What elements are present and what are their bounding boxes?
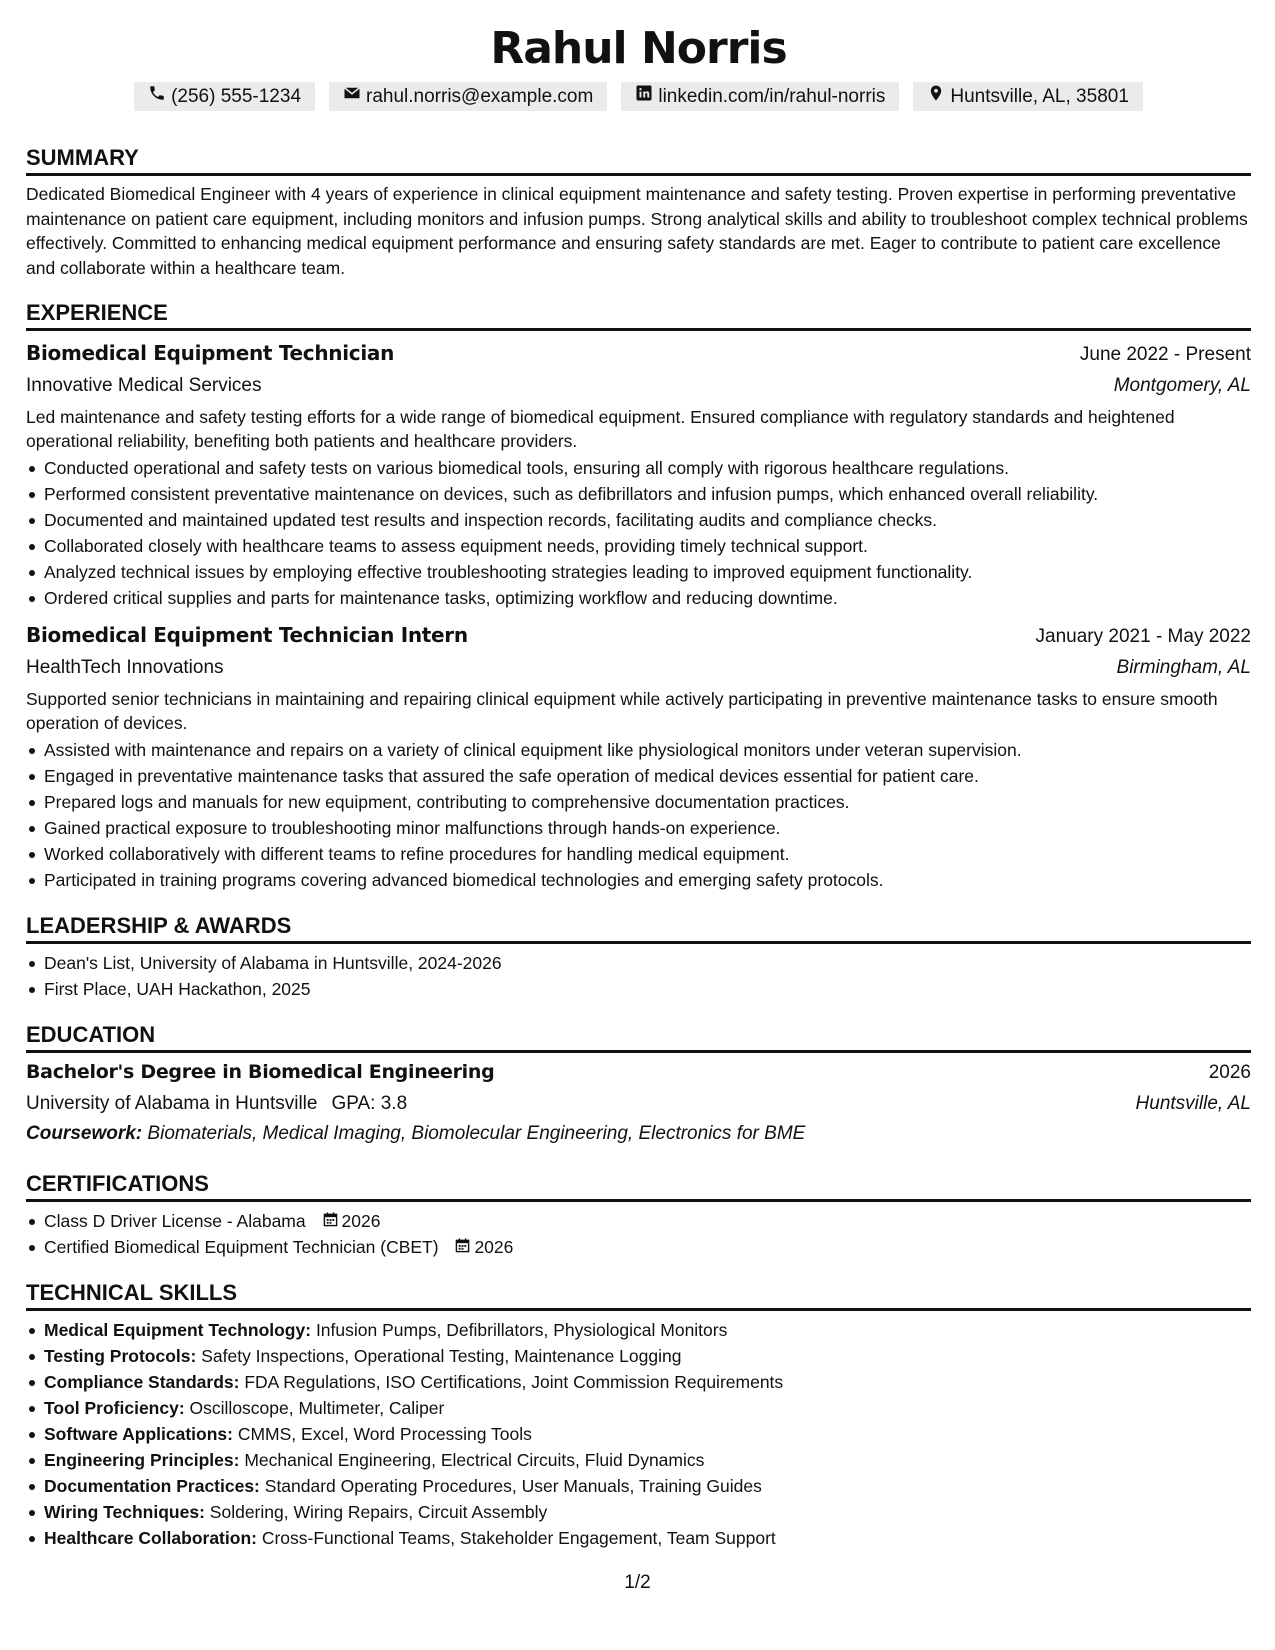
gpa: GPA: 3.8 <box>331 1093 408 1114</box>
location-text: Huntsville, AL, 35801 <box>950 86 1129 107</box>
certifications-section <box>26 1165 1251 1260</box>
skill-value: Oscilloscope, Multimeter, Caliper <box>189 1398 445 1418</box>
list-item: Ordered critical supplies and parts for maintenance tasks, optimizing workflow and reducing downtime. <box>26 585 1251 611</box>
list-item <box>26 1234 1251 1260</box>
skills-list <box>26 1317 1251 1551</box>
cert-name: Class D Driver License - Alabama <box>44 1211 306 1231</box>
list-item: Performed consistent preventative maintenance on devices, such as defibrillators and infusion pumps, which enhanced overall reliability. <box>26 481 1251 507</box>
list-item: Documented and maintained updated test results and inspection records, facilitating audits and compliance checks. <box>26 507 1251 533</box>
candidate-name: Rahul Norris <box>490 23 787 74</box>
skills-heading: TECHNICAL SKILLS <box>26 1274 1251 1311</box>
job-entry <box>26 619 1251 893</box>
certifications-list <box>26 1208 1251 1260</box>
certifications-heading: CERTIFICATIONS <box>26 1165 1251 1202</box>
skill-value: CMMS, Excel, Word Processing Tools <box>237 1424 532 1444</box>
list-item: Participated in training programs covering advanced biomedical technologies and emerging safety protocols. <box>26 867 1251 893</box>
list-item: Collaborated closely with healthcare teams to assess equipment needs, providing timely technical support. <box>26 533 1251 559</box>
list-item: Analyzed technical issues by employing effective troubleshooting strategies leading to improved equipment functionality. <box>26 559 1251 585</box>
phone-chip[interactable] <box>134 82 315 111</box>
education-section <box>26 1016 1251 1149</box>
job-bullets <box>26 455 1251 611</box>
list-item <box>26 1343 1251 1369</box>
company-name: Innovative Medical Services <box>26 375 262 396</box>
skill-label: Compliance Standards: <box>44 1372 240 1392</box>
job-location: Birmingham, AL <box>1116 657 1251 678</box>
skill-label: Wiring Techniques: <box>44 1502 205 1522</box>
summary-text: Dedicated Biomedical Engineer with 4 years of experience in clinical equipment maintenance and safety testing. Proven expertise in performing preventative maintenance on patient care equipment, including monitors and infusion pumps. Strong analytical skills and ability to troubleshoot complex technical problems effectively. Committed to enhancing medical equipment performance and ensuring safety standards are met. Eager to contribute to patient care excellence and collaborate within a healthcare team. <box>26 184 1248 278</box>
list-item: Worked collaboratively with different teams to refine procedures for handling medical equipment. <box>26 841 1251 867</box>
list-item <box>26 1395 1251 1421</box>
list-item <box>26 1317 1251 1343</box>
skill-label: Tool Proficiency: <box>44 1398 185 1418</box>
skill-label: Software Applications: <box>44 1424 233 1444</box>
skill-value: Soldering, Wiring Repairs, Circuit Assembly <box>209 1502 548 1522</box>
job-entry <box>26 337 1251 611</box>
email-text: rahul.norris@example.com <box>366 86 594 107</box>
list-item <box>26 1473 1251 1499</box>
skill-value: Standard Operating Procedures, User Manuals, Training Guides <box>264 1476 762 1496</box>
list-item <box>26 1499 1251 1525</box>
education-heading: EDUCATION <box>26 1016 1251 1053</box>
job-location: Montgomery, AL <box>1113 375 1251 396</box>
phone-icon <box>148 82 166 111</box>
skills-section <box>26 1274 1251 1551</box>
resume-page <box>26 0 1251 1551</box>
map-pin-icon <box>927 82 945 111</box>
summary-section <box>26 139 1251 280</box>
contact-bar <box>26 82 1251 111</box>
skill-value: Cross-Functional Teams, Stakeholder Engagement, Team Support <box>261 1528 776 1548</box>
list-item: Conducted operational and safety tests on various biomedical tools, ensuring all comply with rigorous healthcare regulations. <box>26 455 1251 481</box>
list-item: First Place, UAH Hackathon, 2025 <box>26 976 1251 1002</box>
page-number: 1/2 <box>624 1572 651 1593</box>
company-name: HealthTech Innovations <box>26 657 224 678</box>
leadership-section <box>26 907 1251 1002</box>
leadership-heading: LEADERSHIP & AWARDS <box>26 907 1251 944</box>
skill-value: Safety Inspections, Operational Testing, Maintenance Logging <box>201 1346 682 1366</box>
calendar-icon <box>455 1234 470 1260</box>
job-title: Biomedical Equipment Technician <box>26 341 395 365</box>
summary-heading: SUMMARY <box>26 139 1251 176</box>
skill-value: Mechanical Engineering, Electrical Circuits, Fluid Dynamics <box>244 1450 705 1470</box>
graduation-year: 2026 <box>1208 1062 1251 1083</box>
list-item <box>26 1447 1251 1473</box>
job-bullets <box>26 737 1251 893</box>
skill-value: Infusion Pumps, Defibrillators, Physiological Monitors <box>315 1320 728 1340</box>
experience-section <box>26 294 1251 893</box>
cert-date: 2026 <box>474 1237 514 1257</box>
list-item <box>26 1525 1251 1551</box>
skill-value: FDA Regulations, ISO Certifications, Joint Commission Requirements <box>244 1372 784 1392</box>
skill-label: Documentation Practices: <box>44 1476 260 1496</box>
cert-date: 2026 <box>341 1211 381 1231</box>
list-item <box>26 1208 1251 1234</box>
linkedin-text: linkedin.com/in/rahul-norris <box>658 86 886 107</box>
job-date: June 2022 - Present <box>1079 344 1251 365</box>
skill-label: Engineering Principles: <box>44 1450 240 1470</box>
school-name: University of Alabama in Huntsville <box>26 1093 318 1114</box>
degree-title: Bachelor's Degree in Biomedical Engineering <box>26 1061 495 1083</box>
skill-label: Testing Protocols: <box>44 1346 197 1366</box>
job-description: Supported senior technicians in maintaining and repairing clinical equipment while actively participating in preventive maintenance tasks to ensure smooth operation of devices. <box>26 689 1218 733</box>
skill-label: Medical Equipment Technology: <box>44 1320 312 1340</box>
coursework-list: Biomaterials, Medical Imaging, Biomolecular Engineering, Electronics for BME <box>147 1123 806 1144</box>
school-location: Huntsville, AL <box>1135 1093 1251 1114</box>
email-chip[interactable] <box>329 82 607 111</box>
calendar-icon <box>323 1208 338 1234</box>
list-item <box>26 1369 1251 1395</box>
skill-label: Healthcare Collaboration: <box>44 1528 257 1548</box>
phone-text: (256) 555-1234 <box>171 86 302 107</box>
list-item <box>26 1421 1251 1447</box>
list-item: Assisted with maintenance and repairs on a variety of clinical equipment like physiological monitors under veteran supervision. <box>26 737 1251 763</box>
job-date: January 2021 - May 2022 <box>1035 626 1251 647</box>
list-item: Dean's List, University of Alabama in Huntsville, 2024-2026 <box>26 950 1251 976</box>
linkedin-chip[interactable] <box>621 82 899 111</box>
linkedin-icon <box>635 82 653 111</box>
coursework-label: Coursework: <box>26 1123 143 1144</box>
job-description: Led maintenance and safety testing efforts for a wide range of biomedical equipment. Ensured compliance with regulatory standards and heightened operational reliability, benefiting both patients and healthcare providers. <box>26 407 1175 451</box>
envelope-icon <box>343 82 361 111</box>
coursework <box>26 1119 1251 1149</box>
cert-name: Certified Biomedical Equipment Technician (CBET) <box>44 1237 439 1257</box>
location-chip <box>913 82 1143 111</box>
list-item: Engaged in preventative maintenance tasks that assured the safe operation of medical devices essential for patient care. <box>26 763 1251 789</box>
leadership-list <box>26 950 1251 1002</box>
list-item: Gained practical exposure to troubleshooting minor malfunctions through hands-on experience. <box>26 815 1251 841</box>
experience-heading: EXPERIENCE <box>26 294 1251 331</box>
list-item: Prepared logs and manuals for new equipment, contributing to comprehensive documentation practices. <box>26 789 1251 815</box>
job-title: Biomedical Equipment Technician Intern <box>26 623 468 647</box>
